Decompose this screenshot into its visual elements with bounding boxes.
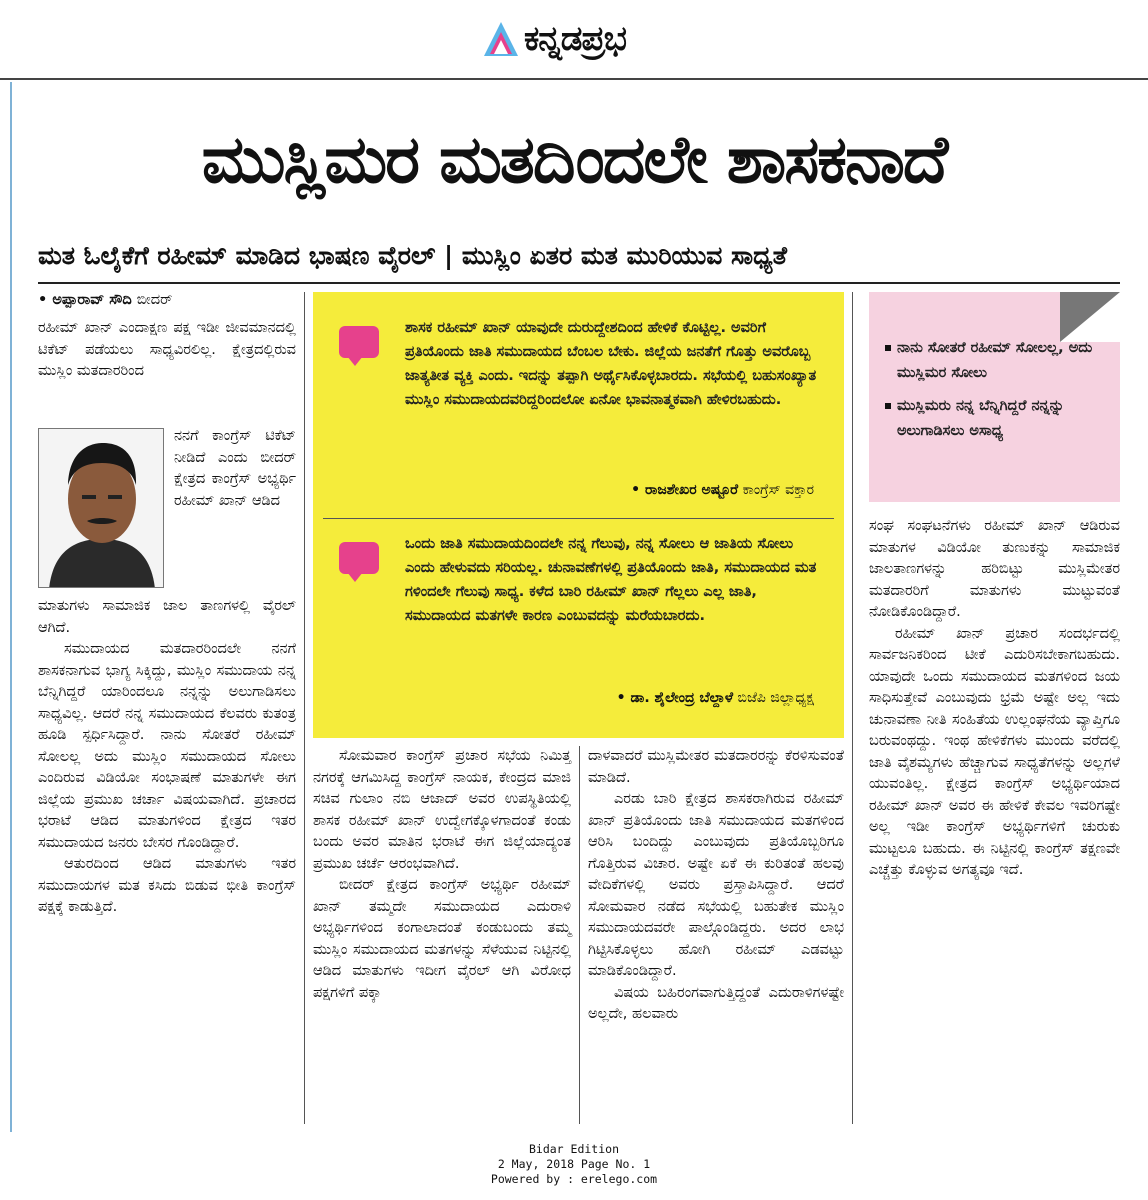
col4-paragraph-1: ಸಂಘ ಸಂಘಟನೆಗಳು ರಹೀಮ್ ಖಾನ್ ಆಡಿರುವ ಮಾತುಗಳ ವಿಡಿಯೋ ತುಣುಕನ್ನು ಸಾಮಾಜಿಕ ಜಾಲತಾಣಗಳನ್ನು ಹರಿಬಿಟ್ಟು ಮುಸ್ಲಿಮೇತರ ಮತದಾರರಿಗೆ ಮಾತುಗಳು ಮುಟ್ಟುವಂತೆ ನೋಡಿಕೊಂಡಿದ್ದಾರೆ. bbox=[869, 518, 1120, 620]
column-divider-2 bbox=[852, 292, 853, 1124]
col1-paragraph-2: ಸಮುದಾಯದ ಮತದಾರರಿಂದಲೇ ನನಗೆ ಶಾಸಕನಾಗುವ ಭಾಗ್ಯ ಸಿಕ್ಕಿದ್ದು, ಮುಸ್ಲಿಂ ಸಮುದಾಯ ನನ್ನ ಬೆನ್ನಿಗಿದ್ದರೆ ಯಾರಿಂದಲೂ ನನ್ನನ್ನು ಅಲುಗಾಡಿಸಲು ಸಾಧ್ಯವಿಲ್ಲ. ಆದರೆ ನನ್ನ ಸಮುದಾಯದ ಕೆಲವರು ಕುತಂತ್ರ ಹೂಡಿ ಸ್ಪರ್ಧಿಸಿದ್ದಾರೆ. ನಾನು ಸೋತರೆ ರಹೀಮ್ ಸೋಲಲ್ಲ ಅದು ಮುಸ್ಲಿಂ ಸಮುದಾಯದ ಸೋಲು ಎಂದಿರುವ ವಿಡಿಯೋ ಸಂಭಾಷಣೆ ಮಾತುಗಳೇ ಈಗ ಜಿಲ್ಲೆಯ ಪ್ರಮುಖ ಚರ್ಚಾ ವಿಷಯವಾಗಿದೆ. ಪ್ರಚಾರದ ಭರಾಟೆ ಆಡಿದ ಮಾತುಗಳಿಂದ ಕ್ಷೇತ್ರದ ಇತರ ಸಮುದಾಯದ ಜನರು ಬೇಸರ ಗೊಂಡಿದ್ದಾರೆ. bbox=[38, 641, 296, 851]
quotes-separator bbox=[323, 518, 834, 519]
col1-paragraph-1-side: ನನಗೆ ಕಾಂಗ್ರೆಸ್ ಟಿಕೆಟ್ ನೀಡಿದೆ ಎಂದು ಬೀದರ್ ಕ್ಷೇತ್ರದ ಕಾಂಗ್ರೆಸ್ ಅಭ್ಯರ್ಥಿ ರಹೀಮ್ ಖಾನ್ ಆಡಿದ bbox=[174, 428, 296, 509]
article-column-4 bbox=[869, 516, 1120, 882]
footer-date-page: 2 May, 2018 Page No. 1 bbox=[497, 1157, 651, 1171]
article-column-1-lower bbox=[38, 596, 296, 919]
col1-paragraph-1-bottom: ಮಾತುಗಳು ಸಾಮಾಜಿಕ ಜಾಲ ತಾಣಗಳಲ್ಲಿ ವೈರಲ್ ಆಗಿದೆ. bbox=[38, 598, 296, 636]
page-edge-rule bbox=[10, 82, 12, 1132]
col4-paragraph-2: ರಹೀಮ್ ಖಾನ್ ಪ್ರಚಾರ ಸಂದರ್ಭದಲ್ಲಿ ಸಾರ್ವಜನಿಕರಿಂದ ಟೀಕೆ ಎದುರಿಸಬೇಕಾಗಬಹುದು. ಯಾವುದೇ ಒಂದು ಸಮುದಾಯದ ಮತಗಳಿಂದ ಜಯ ಸಾಧಿಸುತ್ತೇವೆ ಎಂಬುವುದು ಭ್ರಮೆ ಅಷ್ಟೇ ಅಲ್ಲ ಇದು ಚುನಾವಣಾ ನೀತಿ ಸಂಹಿತೆಯ ಉಲ್ಲಂಘನೆಯ ವ್ಯಾಪ್ತಿಗೂ ಬರುವಂಥದ್ದು. ಇಂಥ ಹೇಳಿಕೆಗಳು ಮುಂದು ವರೆದಲ್ಲಿ ಜಾತಿ ವೈಶಮ್ಯಗಳು ಹೆಚ್ಚಾಗುವ ಸಾಧ್ಯತೆಗಳನ್ನು ಅಲ್ಲಗಳೆ ಯುವಂತಿಲ್ಲ. ಕ್ಷೇತ್ರದ ಕಾಂಗ್ರೆಸ್ ಅಭ್ಯರ್ಥಿಯಾದ ರಹೀಮ್ ಖಾನ್ ಅವರ ಈ ಹೇಳಿಕೆ ಕೇವಲ ಇವರಿಗಷ್ಟೇ ಅಲ್ಲ ಇಡೀ ಕಾಂಗ್ರೆಸ್ ಅಭ್ಯರ್ಥಿಗಳಿಗೆ ಚುರುಕು ಮುಟ್ಟಲೂ ಬಹುದು. ಈ ನಿಟ್ಟಿನಲ್ಲಿ ಕಾಂಗ್ರೆಸ್ ತಕ್ಷಣವೇ ಎಚ್ಚೆತ್ತು ಕೊಳ್ಳುವ ಅಗತ್ಯವೂ ಇದೆ. bbox=[869, 625, 1120, 878]
col3-paragraph-2: ಎರಡು ಬಾರಿ ಕ್ಷೇತ್ರದ ಶಾಸಕರಾಗಿರುವ ರಹೀಮ್ ಖಾನ್ ಪ್ರತಿಯೊಂದು ಜಾತಿ ಸಮುದಾಯದ ಮತಗಳಿಂದ ಆರಿಸಿ ಬಂದಿದ್ದು ಎಂಬುವುದು ಪ್ರತಿಯೊಬ್ಬರಿಗೂ ಗೊತ್ತಿರುವ ವಿಚಾರ. ಅಷ್ಟೇ ಏಕೆ ಈ ಕುರಿತಂತೆ ಹಲವು ವೇದಿಕೆಗಳಲ್ಲಿ ಅವರು ಪ್ರಸ್ತಾಪಿಸಿದ್ದಾರೆ. ಆದರೆ ಸೋಮವಾರ ನಡೆದ ಸಭೆಯಲ್ಲಿ ಬಹುತೇಕ ಮುಸ್ಲಿಂ ಸಮುದಾಯದವರೇ ಪಾಲ್ಗೊಂಡಿದ್ದರು. ಅದರ ಲಾಭ ಗಿಟ್ಟಿಸಿಕೊಳ್ಳಲು ಹೋಗಿ ರಹೀಮ್ ಎಡವಟ್ಟು ಮಾಡಿಕೊಂಡಿದ್ದಾರೆ. bbox=[588, 791, 844, 979]
article-column-1 bbox=[38, 318, 296, 383]
col3-paragraph-1: ದಾಳವಾದರೆ ಮುಸ್ಲಿಮೇತರ ಮತದಾರರನ್ನು ಕೆರಳಿಸುವಂತೆ ಮಾಡಿದೆ. bbox=[588, 748, 844, 786]
quote-2-attribution bbox=[617, 690, 814, 706]
highlight-item: ಮುಸ್ಲಿಮರು ನನ್ನ ಬೆನ್ನಿಗಿದ್ದರೆ ನನ್ನನ್ನು ಅಲುಗಾಡಿಸಲು ಅಸಾಧ್ಯ bbox=[885, 394, 1105, 444]
logo-triangle-icon bbox=[482, 20, 520, 58]
logo-text: ಕನ್ನಡಪ್ರಭ bbox=[524, 19, 626, 59]
article-column-3 bbox=[588, 746, 844, 1026]
byline-place: ಬೀದರ್ bbox=[136, 292, 173, 308]
speech-bubble-icon bbox=[339, 542, 379, 574]
author-photo bbox=[38, 428, 164, 588]
quotes-box bbox=[313, 292, 844, 738]
person-photo-icon bbox=[39, 429, 164, 588]
col1-paragraph-3: ಆತುರದಿಂದ ಆಡಿದ ಮಾತುಗಳು ಇತರ ಸಮುದಾಯಗಳ ಮತ ಕಸಿದು ಬಿಡುವ ಭೀತಿ ಕಾಂಗ್ರೆಸ್ ಪಕ್ಷಕ್ಕೆ ಕಾಡುತ್ತಿದೆ. bbox=[38, 856, 296, 915]
speech-bubble-icon bbox=[339, 326, 379, 358]
col1-paragraph-1-top: ರಹೀಮ್ ಖಾನ್ ಎಂದಾಕ್ಷಣ ಪಕ್ಷ ಇಡೀ ಜೀವಮಾನದಲ್ಲಿ ಟಿಕೆಟ್ ಪಡೆಯಲು ಸಾಧ್ಯವಿರಲಿಲ್ಲ. ಕ್ಷೇತ್ರದಲ್ಲಿರುವ ಮುಸ್ಲಿಂ ಮತದಾರರಿಂದ bbox=[38, 320, 296, 379]
quote-1-name: • ರಾಜಶೇಖರ ಅಷ್ಟೂರೆ bbox=[631, 482, 739, 498]
subheadline-rule bbox=[38, 282, 1120, 284]
col2-paragraph-1: ಸೋಮವಾರ ಕಾಂಗ್ರೆಸ್ ಪ್ರಚಾರ ಸಭೆಯ ನಿಮಿತ್ತ ನಗರಕ್ಕೆ ಆಗಮಿಸಿದ್ದ ಕಾಂಗ್ರೆಸ್ ನಾಯಕ, ಕೇಂದ್ರದ ಮಾಜಿ ಸಚಿವ ಗುಲಾಂ ನಬಿ ಆಜಾದ್ ಅವರ ಉಪಸ್ಥಿತಿಯಲ್ಲಿ ಶಾಸಕ ರಹೀಮ್ ಖಾನ್ ಉದ್ವೇಗಕ್ಕೊಳಗಾದಂತೆ ಕಂಡು ಬಂದು ಅವರ ಮಾತಿನ ಭರಾಟೆ ಈಗ ಜಿಲ್ಲೆಯಾದ್ಯಂತ ಪ್ರಮುಖ ಚರ್ಚೆ ಆರಂಭವಾಗಿದೆ. bbox=[313, 748, 571, 872]
column-divider-1 bbox=[304, 292, 305, 1124]
article-column-1-side bbox=[174, 426, 296, 512]
article-column-2 bbox=[313, 746, 571, 1004]
headline: ಮುಸ್ಲಿಮರ ಮತದಿಂದಲೇ ಶಾಸಕನಾದೆ bbox=[201, 121, 947, 198]
byline bbox=[38, 292, 172, 308]
subheadline: ಮತ ಓಲೈಕೆಗೆ ರಹೀಮ್ ಮಾಡಿದ ಭಾಷಣ ವೈರಲ್ | ಮುಸ್ಲಿಂ ಏತರ ಮತ ಮುರಿಯುವ ಸಾಧ್ಯತೆ bbox=[38, 241, 787, 270]
newspaper-logo[interactable] bbox=[482, 16, 626, 62]
quote-1-role: ಕಾಂಗ್ರೆಸ್ ವಕ್ತಾರ bbox=[742, 482, 814, 498]
quote-1-attribution bbox=[631, 482, 814, 498]
quote-1-text: ಶಾಸಕ ರಹೀಮ್ ಖಾನ್ ಯಾವುದೇ ದುರುದ್ದೇಶದಿಂದ ಹೇಳಿಕೆ ಕೊಟ್ಟಿಲ್ಲ. ಅವರಿಗೆ ಪ್ರತಿಯೊಂದು ಜಾತಿ ಸಮುದಾಯದ ಬೆಂಬಲ ಬೇಕು. ಜಿಲ್ಲೆಯ ಜನತೆಗೆ ಗೊತ್ತು ಅವರೊಬ್ಬ ಜಾತ್ಯತೀತ ವ್ಯಕ್ತಿ ಎಂದು. ಇದನ್ನು ತಪ್ಪಾಗಿ ಅರ್ಥೈಸಿಕೊಳ್ಳಬಾರದು. ಸಭೆಯಲ್ಲಿ ಬಹುಸಂಖ್ಯಾತ ಮುಸ್ಲಿಂ ಸಮುದಾಯದವರಿದ್ದರಿಂದಲೋ ಏನೋ ಭಾವನಾತ್ಮಕವಾಗಿ ಹೇಳಿರಬಹುದು. bbox=[405, 320, 817, 408]
column-divider-3 bbox=[579, 746, 580, 1124]
byline-name: • ಅಪ್ಪಾರಾವ್ ಸೌದಿ bbox=[38, 292, 132, 308]
page-footer bbox=[0, 1142, 1148, 1187]
masthead bbox=[0, 0, 1148, 80]
quote-2-text: ಒಂದು ಜಾತಿ ಸಮುದಾಯದಿಂದಲೇ ನನ್ನ ಗೆಲುವು, ನನ್ನ ಸೋಲು ಆ ಜಾತಿಯ ಸೋಲು ಎಂದು ಹೇಳುವದು ಸರಿಯಲ್ಲ. ಚುನಾವಣೆಗಳಲ್ಲಿ ಪ್ರತಿಯೊಂದು ಜಾತಿ, ಸಮುದಾಯದ ಮತ ಗಳಿಂದಲೇ ಗೆಲುವು ಸಾಧ್ಯ. ಕಳೆದ ಬಾರಿ ರಹೀಮ್ ಖಾನ್ ಗೆಲ್ಲಲು ಎಲ್ಲ ಜಾತಿ, ಸಮುದಾಯದ ಮತಗಳೇ ಕಾರಣ ಎಂಬುವದನ್ನು ಮರೆಯಬಾರದು. bbox=[405, 536, 817, 624]
quote-2-name: • ಡಾ. ಶೈಲೇಂದ್ರ ಬೆಲ್ದಾಳೆ bbox=[616, 690, 734, 706]
footer-edition: Bidar Edition bbox=[528, 1142, 619, 1156]
highlight-item: ನಾನು ಸೋತರೆ ರಹೀಮ್ ಸೋಲಲ್ಲ, ಅದು ಮುಸ್ಲಿಮರ ಸೋಲು bbox=[885, 336, 1105, 386]
footer-powered-by[interactable]: Powered by : erelego.com bbox=[490, 1172, 658, 1186]
highlights-box bbox=[869, 292, 1120, 502]
col2-paragraph-2: ಬೀದರ್ ಕ್ಷೇತ್ರದ ಕಾಂಗ್ರೆಸ್ ಅಭ್ಯರ್ಥಿ ರಹೀಮ್ ಖಾನ್ ತಮ್ಮದೇ ಸಮುದಾಯದ ಎದುರಾಳಿ ಅಭ್ಯರ್ಥಿಗಳಿಂದ ಕಂಗಾಲಾದಂತೆ ಕಂಡುಬಂದು ತಮ್ಮ ಮುಸ್ಲಿಂ ಸಮುದಾಯದ ಮತಗಳನ್ನು ಸೆಳೆಯುವ ನಿಟ್ಟಿನಲ್ಲಿ ಆಡಿದ ಮಾತುಗಳು ಇದೀಗ ವೈರಲ್ ಆಗಿ ವಿರೋಧ ಪಕ್ಷಗಳಿಗೆ ಪಕ್ಕಾ bbox=[313, 877, 571, 1001]
quote-2-role: ಬಿಜೆಪಿ ಜಿಲ್ಲಾಧ್ಯಕ್ಷ bbox=[737, 690, 814, 706]
col3-paragraph-3: ವಿಷಯ ಬಹಿರಂಗವಾಗುತ್ತಿದ್ದಂತೆ ಎದುರಾಳಿಗಳಷ್ಟೇ ಅಲ್ಲದೇ, ಹಲವಾರು bbox=[588, 984, 844, 1022]
page-fold-icon bbox=[1060, 292, 1120, 342]
highlights-list bbox=[885, 336, 1105, 452]
